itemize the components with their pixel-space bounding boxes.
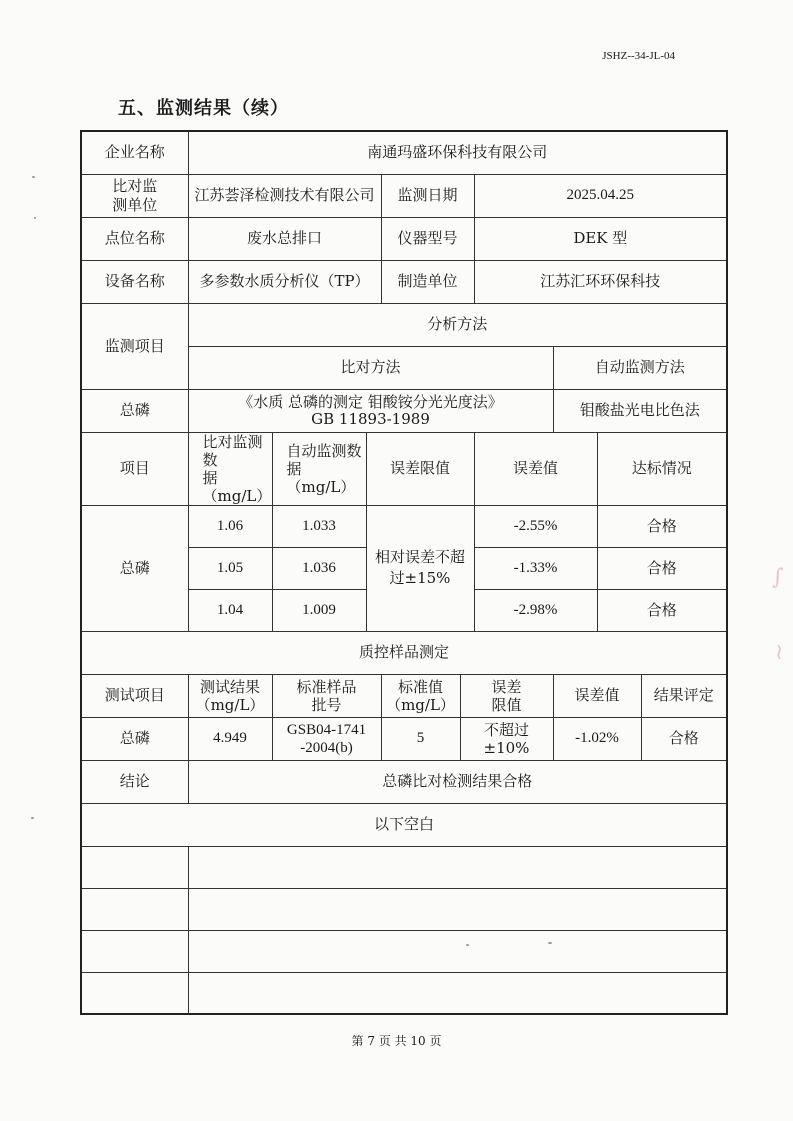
empty-cell [188, 846, 727, 888]
point-name: 废水总排口 [188, 217, 381, 260]
scan-speck [31, 817, 34, 819]
qc-item: 总磷 [81, 717, 188, 760]
monitoring-date: 2025.04.25 [474, 174, 727, 217]
qc-result: 4.949 [188, 717, 272, 760]
qc-header-error: 误差值 [553, 674, 641, 717]
maker-name: 江苏汇环环保科技 [474, 260, 727, 303]
scan-speck [466, 944, 469, 946]
compliance-result: 合格 [597, 547, 727, 589]
stamp-fragment: ≀ [775, 640, 784, 665]
monitoring-item-label: 监测项目 [81, 303, 188, 389]
compare-method: 《水质 总磷的测定 钼酸铵分光光度法》 GB 11893-1989 [188, 389, 553, 432]
compliance-result: 合格 [597, 505, 727, 547]
instrument-model: DEK 型 [474, 217, 727, 260]
qc-header-batch: 标准样品 批号 [272, 674, 381, 717]
page-number: 第 7 页 共 10 页 [351, 1034, 442, 1048]
document-code: JSHZ--34-JL-04 [602, 50, 675, 62]
qc-header-item: 测试项目 [81, 674, 188, 717]
error-value: -2.55% [474, 505, 597, 547]
model-label: 仪器型号 [381, 217, 474, 260]
monitoring-results-table [80, 130, 728, 1015]
compare-value: 1.04 [188, 589, 272, 631]
conclusion-text: 总磷比对检测结果合格 [188, 760, 727, 803]
scan-speck [548, 942, 552, 944]
company-label: 企业名称 [81, 131, 188, 174]
col-header-item: 项目 [81, 432, 188, 505]
col-header-error-limit: 误差限值 [366, 432, 474, 505]
empty-cell [81, 972, 188, 1014]
compare-unit: 江苏荟泽检测技术有限公司 [188, 174, 381, 217]
empty-cell [81, 888, 188, 930]
scan-speck [34, 217, 36, 219]
scan-speck [32, 176, 35, 178]
col-header-error-value: 误差值 [474, 432, 597, 505]
compliance-result: 合格 [597, 589, 727, 631]
device-label: 设备名称 [81, 260, 188, 303]
section-title: 五、监测结果（续） [118, 98, 289, 119]
analysis-method-label: 分析方法 [188, 303, 727, 346]
qc-standard: 5 [381, 717, 460, 760]
qc-evaluation: 合格 [641, 717, 727, 760]
error-value: -2.98% [474, 589, 597, 631]
qc-header-result: 测试结果 （mg/L） [188, 674, 272, 717]
date-label: 监测日期 [381, 174, 474, 217]
auto-value: 1.036 [272, 547, 366, 589]
auto-value: 1.033 [272, 505, 366, 547]
error-value: -1.33% [474, 547, 597, 589]
empty-cell [81, 846, 188, 888]
compare-value: 1.06 [188, 505, 272, 547]
conclusion-label: 结论 [81, 760, 188, 803]
maker-label: 制造单位 [381, 260, 474, 303]
company-name: 南通玛盛环保科技有限公司 [188, 131, 727, 174]
auto-method: 钼酸盐光电比色法 [553, 389, 727, 432]
qc-section-title: 质控样品测定 [81, 631, 727, 674]
empty-cell [188, 888, 727, 930]
empty-cell [188, 930, 727, 972]
col-header-compliance: 达标情况 [597, 432, 727, 505]
compare-method-label: 比对方法 [188, 346, 553, 389]
compare-unit-label: 比对监 测单位 [81, 174, 188, 217]
qc-batch: GSB04-1741 -2004(b) [272, 717, 381, 760]
qc-limit: 不超过 ±10% [460, 717, 553, 760]
col-header-compare-data: 比对监测数 据（mg/L） [188, 432, 272, 505]
compare-value: 1.05 [188, 547, 272, 589]
empty-cell [81, 930, 188, 972]
qc-header-evaluation: 结果评定 [641, 674, 727, 717]
device-name: 多参数水质分析仪（TP） [188, 260, 381, 303]
col-header-auto-data: 自动监测数 据（mg/L） [272, 432, 366, 505]
auto-method-label: 自动监测方法 [553, 346, 727, 389]
stamp-fragment: ∫ [772, 565, 784, 590]
point-label: 点位名称 [81, 217, 188, 260]
qc-error: -1.02% [553, 717, 641, 760]
error-limit: 相对误差不超 过±15% [366, 505, 474, 631]
auto-value: 1.009 [272, 589, 366, 631]
qc-header-limit: 误差 限值 [460, 674, 553, 717]
comparison-analyte: 总磷 [81, 505, 188, 631]
qc-header-standard: 标准值 （mg/L） [381, 674, 460, 717]
empty-cell [188, 972, 727, 1014]
blank-note: 以下空白 [81, 803, 727, 846]
method-analyte: 总磷 [81, 389, 188, 432]
